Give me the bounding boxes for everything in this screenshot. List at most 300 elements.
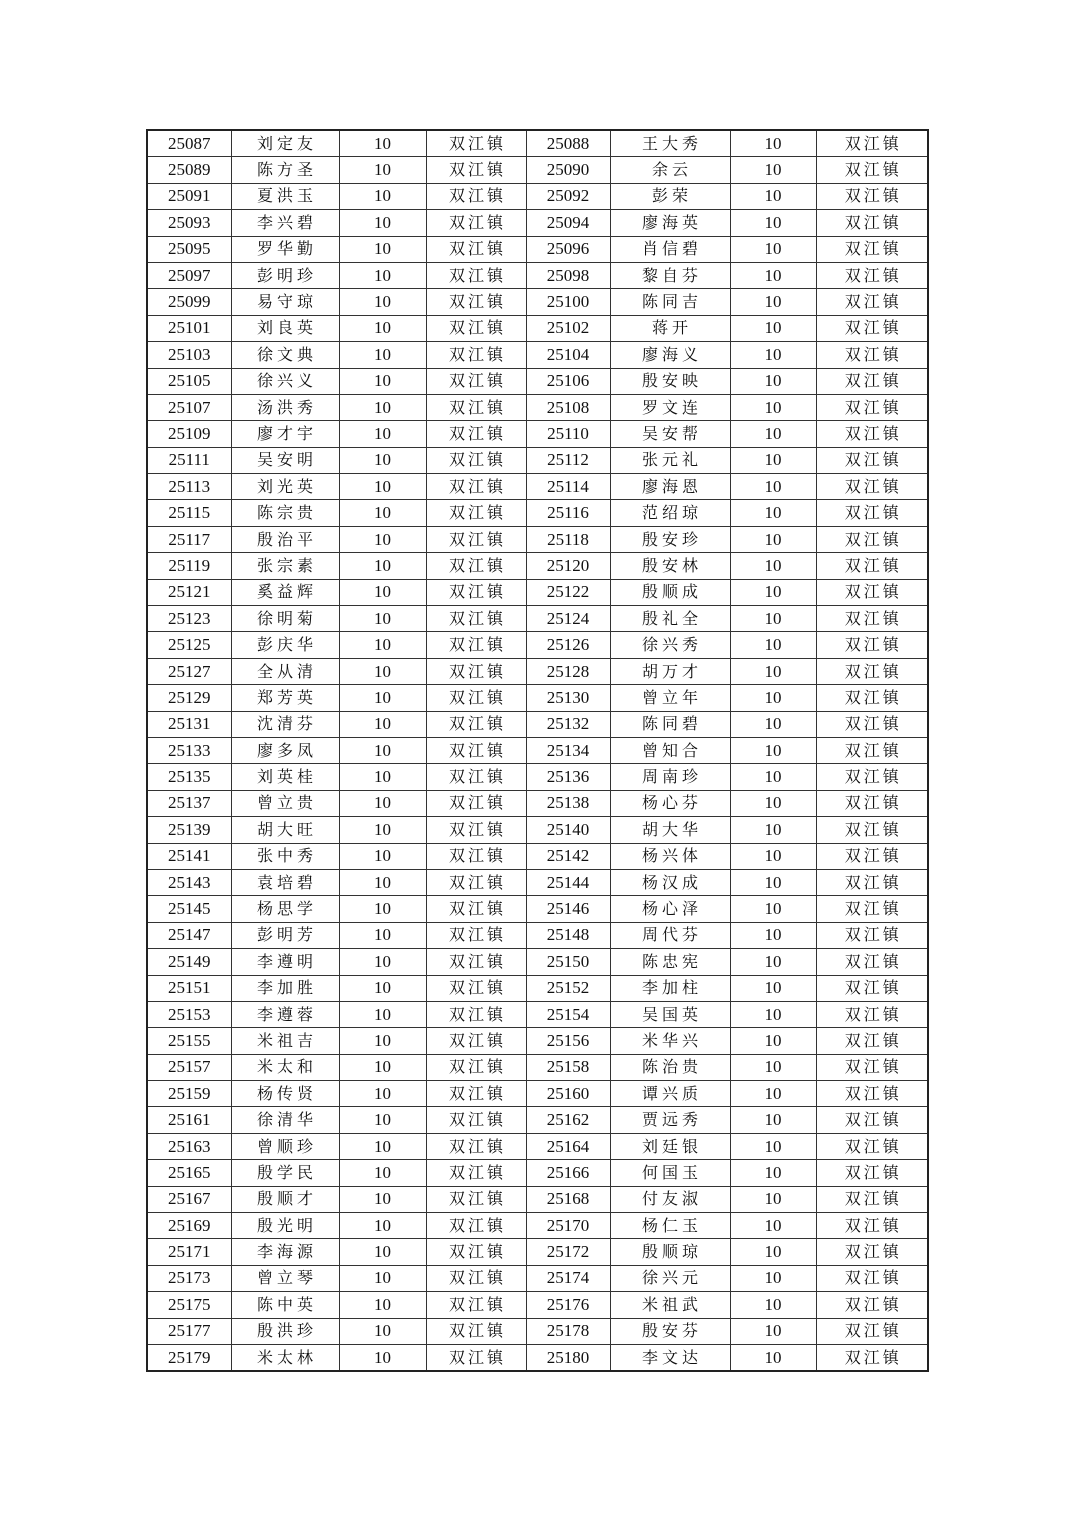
record-name: 杨汉成 [610, 869, 730, 895]
table-row [147, 975, 928, 1001]
record-count: 10 [339, 658, 426, 684]
record-count: 10 [730, 183, 816, 209]
record-name: 夏洪玉 [231, 183, 339, 209]
record-count: 10 [730, 315, 816, 341]
record-town: 双江镇 [816, 1028, 928, 1054]
record-town: 双江镇 [426, 342, 526, 368]
record-id: 25103 [147, 342, 231, 368]
record-id: 25114 [526, 474, 610, 500]
record-name: 余云 [610, 157, 730, 183]
record-town: 双江镇 [426, 1344, 526, 1371]
record-town: 双江镇 [426, 289, 526, 315]
record-name: 郑芳英 [231, 685, 339, 711]
record-name: 徐清华 [231, 1107, 339, 1133]
record-town: 双江镇 [816, 262, 928, 288]
record-count: 10 [730, 1186, 816, 1212]
record-count: 10 [339, 183, 426, 209]
table-row [147, 606, 928, 632]
record-count: 10 [339, 606, 426, 632]
record-id: 25171 [147, 1239, 231, 1265]
record-name: 杨兴体 [610, 843, 730, 869]
record-count: 10 [730, 737, 816, 763]
record-id: 25150 [526, 949, 610, 975]
record-town: 双江镇 [426, 790, 526, 816]
record-count: 10 [730, 1107, 816, 1133]
record-name: 殷安映 [610, 368, 730, 394]
record-id: 25162 [526, 1107, 610, 1133]
record-town: 双江镇 [816, 606, 928, 632]
record-count: 10 [339, 315, 426, 341]
record-name: 陈宗贵 [231, 500, 339, 526]
record-count: 10 [339, 896, 426, 922]
record-id: 25174 [526, 1265, 610, 1291]
record-id: 25090 [526, 157, 610, 183]
record-name: 徐兴秀 [610, 632, 730, 658]
table-row [147, 157, 928, 183]
record-id: 25146 [526, 896, 610, 922]
record-town: 双江镇 [816, 157, 928, 183]
record-name: 廖海英 [610, 210, 730, 236]
record-id: 25168 [526, 1186, 610, 1212]
record-id: 25100 [526, 289, 610, 315]
record-name: 全从清 [231, 658, 339, 684]
record-name: 徐兴元 [610, 1265, 730, 1291]
record-id: 25125 [147, 632, 231, 658]
table-row [147, 289, 928, 315]
record-name: 殷顺才 [231, 1186, 339, 1212]
record-town: 双江镇 [426, 658, 526, 684]
record-id: 25121 [147, 579, 231, 605]
record-town: 双江镇 [816, 236, 928, 262]
record-id: 25128 [526, 658, 610, 684]
record-town: 双江镇 [816, 817, 928, 843]
record-town: 双江镇 [426, 737, 526, 763]
record-name: 奚益辉 [231, 579, 339, 605]
record-id: 25172 [526, 1239, 610, 1265]
record-town: 双江镇 [426, 1213, 526, 1239]
record-town: 双江镇 [426, 1239, 526, 1265]
table-row [147, 1318, 928, 1344]
record-name: 何国玉 [610, 1160, 730, 1186]
record-count: 10 [730, 1001, 816, 1027]
record-count: 10 [339, 685, 426, 711]
record-id: 25088 [526, 130, 610, 157]
record-count: 10 [339, 764, 426, 790]
record-id: 25105 [147, 368, 231, 394]
record-name: 殷顺成 [610, 579, 730, 605]
record-town: 双江镇 [426, 764, 526, 790]
record-town: 双江镇 [426, 474, 526, 500]
record-count: 10 [730, 474, 816, 500]
table-row [147, 869, 928, 895]
table-row [147, 474, 928, 500]
table-row [147, 632, 928, 658]
table-row [147, 579, 928, 605]
record-count: 10 [339, 975, 426, 1001]
record-id: 25157 [147, 1054, 231, 1080]
record-town: 双江镇 [816, 632, 928, 658]
record-town: 双江镇 [426, 817, 526, 843]
record-name: 廖海恩 [610, 474, 730, 500]
record-count: 10 [339, 869, 426, 895]
record-count: 10 [339, 711, 426, 737]
table-row [147, 1186, 928, 1212]
record-count: 10 [730, 632, 816, 658]
record-count: 10 [730, 843, 816, 869]
record-name: 杨思学 [231, 896, 339, 922]
record-name: 罗华勤 [231, 236, 339, 262]
record-name: 张中秀 [231, 843, 339, 869]
record-name: 李文达 [610, 1344, 730, 1371]
record-id: 25179 [147, 1344, 231, 1371]
record-count: 10 [730, 1344, 816, 1371]
table-row [147, 896, 928, 922]
record-count: 10 [730, 1028, 816, 1054]
record-id: 25143 [147, 869, 231, 895]
record-town: 双江镇 [426, 447, 526, 473]
record-name: 殷安芬 [610, 1318, 730, 1344]
record-name: 曾立琴 [231, 1265, 339, 1291]
record-name: 易守琼 [231, 289, 339, 315]
record-id: 25123 [147, 606, 231, 632]
record-name: 胡万才 [610, 658, 730, 684]
record-count: 10 [730, 1318, 816, 1344]
record-name: 廖多凤 [231, 737, 339, 763]
table-row [147, 658, 928, 684]
record-name: 胡大华 [610, 817, 730, 843]
record-town: 双江镇 [426, 711, 526, 737]
record-id: 25163 [147, 1133, 231, 1159]
record-count: 10 [339, 342, 426, 368]
record-id: 25124 [526, 606, 610, 632]
record-id: 25134 [526, 737, 610, 763]
table-row [147, 737, 928, 763]
record-town: 双江镇 [426, 922, 526, 948]
record-name: 陈方圣 [231, 157, 339, 183]
record-count: 10 [339, 817, 426, 843]
record-town: 双江镇 [426, 896, 526, 922]
record-town: 双江镇 [816, 949, 928, 975]
record-id: 25142 [526, 843, 610, 869]
record-count: 10 [730, 421, 816, 447]
record-name: 蒋开 [610, 315, 730, 341]
record-town: 双江镇 [426, 1318, 526, 1344]
record-id: 25165 [147, 1160, 231, 1186]
record-id: 25097 [147, 262, 231, 288]
record-count: 10 [339, 1292, 426, 1318]
record-id: 25159 [147, 1081, 231, 1107]
record-town: 双江镇 [816, 289, 928, 315]
record-count: 10 [339, 1107, 426, 1133]
record-town: 双江镇 [816, 368, 928, 394]
record-count: 10 [730, 262, 816, 288]
record-name: 曾立年 [610, 685, 730, 711]
record-name: 李加胜 [231, 975, 339, 1001]
record-name: 袁培碧 [231, 869, 339, 895]
record-count: 10 [730, 1160, 816, 1186]
record-id: 25164 [526, 1133, 610, 1159]
record-name: 廖海义 [610, 342, 730, 368]
record-town: 双江镇 [426, 394, 526, 420]
table-row [147, 817, 928, 843]
record-id: 25138 [526, 790, 610, 816]
record-name: 沈清芬 [231, 711, 339, 737]
record-id: 25122 [526, 579, 610, 605]
record-name: 曾知合 [610, 737, 730, 763]
record-count: 10 [339, 1344, 426, 1371]
record-id: 25148 [526, 922, 610, 948]
record-name: 彭明珍 [231, 262, 339, 288]
record-name: 殷治平 [231, 526, 339, 552]
record-count: 10 [730, 579, 816, 605]
record-id: 25119 [147, 553, 231, 579]
record-id: 25106 [526, 368, 610, 394]
record-town: 双江镇 [816, 210, 928, 236]
record-id: 25152 [526, 975, 610, 1001]
record-town: 双江镇 [426, 579, 526, 605]
table-row [147, 368, 928, 394]
record-town: 双江镇 [816, 579, 928, 605]
record-id: 25149 [147, 949, 231, 975]
record-town: 双江镇 [816, 685, 928, 711]
record-id: 25158 [526, 1054, 610, 1080]
record-count: 10 [339, 394, 426, 420]
record-name: 曾顺珍 [231, 1133, 339, 1159]
record-town: 双江镇 [426, 1292, 526, 1318]
table-row [147, 764, 928, 790]
record-count: 10 [730, 711, 816, 737]
record-count: 10 [339, 130, 426, 157]
record-id: 25104 [526, 342, 610, 368]
record-count: 10 [339, 632, 426, 658]
record-count: 10 [339, 1160, 426, 1186]
record-town: 双江镇 [816, 975, 928, 1001]
table-row [147, 447, 928, 473]
record-town: 双江镇 [426, 949, 526, 975]
record-count: 10 [730, 1054, 816, 1080]
record-count: 10 [730, 342, 816, 368]
record-count: 10 [339, 157, 426, 183]
record-count: 10 [339, 526, 426, 552]
record-count: 10 [339, 1186, 426, 1212]
record-count: 10 [339, 289, 426, 315]
record-name: 彭明芳 [231, 922, 339, 948]
record-name: 李加柱 [610, 975, 730, 1001]
table-row [147, 1081, 928, 1107]
record-name: 王大秀 [610, 130, 730, 157]
record-name: 陈同碧 [610, 711, 730, 737]
record-count: 10 [339, 1318, 426, 1344]
record-id: 25145 [147, 896, 231, 922]
record-name: 刘良英 [231, 315, 339, 341]
record-id: 25117 [147, 526, 231, 552]
record-id: 25140 [526, 817, 610, 843]
table-row [147, 1344, 928, 1371]
record-count: 10 [730, 500, 816, 526]
record-count: 10 [339, 737, 426, 763]
record-name: 吴安明 [231, 447, 339, 473]
record-id: 25111 [147, 447, 231, 473]
record-count: 10 [730, 236, 816, 262]
record-id: 25118 [526, 526, 610, 552]
record-name: 徐文典 [231, 342, 339, 368]
record-count: 10 [339, 421, 426, 447]
record-id: 25092 [526, 183, 610, 209]
record-id: 25178 [526, 1318, 610, 1344]
record-id: 25089 [147, 157, 231, 183]
record-town: 双江镇 [816, 1133, 928, 1159]
table-row [147, 553, 928, 579]
record-town: 双江镇 [816, 790, 928, 816]
record-town: 双江镇 [426, 262, 526, 288]
record-name: 陈忠宪 [610, 949, 730, 975]
record-town: 双江镇 [816, 421, 928, 447]
record-count: 10 [730, 553, 816, 579]
record-name: 李遵蓉 [231, 1001, 339, 1027]
table-row [147, 236, 928, 262]
record-name: 陈同吉 [610, 289, 730, 315]
table-row [147, 843, 928, 869]
record-town: 双江镇 [816, 394, 928, 420]
record-count: 10 [339, 1081, 426, 1107]
record-name: 米祖吉 [231, 1028, 339, 1054]
record-name: 周代芬 [610, 922, 730, 948]
record-town: 双江镇 [816, 711, 928, 737]
record-count: 10 [730, 817, 816, 843]
record-name: 陈中英 [231, 1292, 339, 1318]
record-town: 双江镇 [816, 737, 928, 763]
table-row [147, 315, 928, 341]
record-name: 吴安帮 [610, 421, 730, 447]
record-id: 25175 [147, 1292, 231, 1318]
record-name: 米华兴 [610, 1028, 730, 1054]
record-count: 10 [730, 658, 816, 684]
record-count: 10 [730, 368, 816, 394]
record-town: 双江镇 [816, 1001, 928, 1027]
record-name: 殷光明 [231, 1213, 339, 1239]
record-name: 杨仁玉 [610, 1213, 730, 1239]
record-town: 双江镇 [816, 1292, 928, 1318]
record-count: 10 [339, 1265, 426, 1291]
record-town: 双江镇 [426, 632, 526, 658]
record-id: 25141 [147, 843, 231, 869]
record-town: 双江镇 [816, 1186, 928, 1212]
record-id: 25098 [526, 262, 610, 288]
record-count: 10 [730, 922, 816, 948]
table-row [147, 1001, 928, 1027]
record-count: 10 [730, 1239, 816, 1265]
record-town: 双江镇 [426, 553, 526, 579]
record-town: 双江镇 [426, 157, 526, 183]
record-town: 双江镇 [816, 843, 928, 869]
record-name: 张元礼 [610, 447, 730, 473]
record-town: 双江镇 [816, 1318, 928, 1344]
record-count: 10 [730, 606, 816, 632]
record-count: 10 [339, 579, 426, 605]
record-count: 10 [730, 210, 816, 236]
table-row [147, 262, 928, 288]
record-town: 双江镇 [426, 975, 526, 1001]
record-town: 双江镇 [426, 210, 526, 236]
record-count: 10 [730, 526, 816, 552]
record-id: 25129 [147, 685, 231, 711]
record-count: 10 [339, 1028, 426, 1054]
record-town: 双江镇 [816, 1081, 928, 1107]
record-count: 10 [339, 1213, 426, 1239]
record-count: 10 [730, 790, 816, 816]
record-id: 25093 [147, 210, 231, 236]
record-id: 25166 [526, 1160, 610, 1186]
record-id: 25109 [147, 421, 231, 447]
record-town: 双江镇 [816, 1054, 928, 1080]
record-id: 25110 [526, 421, 610, 447]
record-name: 殷学民 [231, 1160, 339, 1186]
record-name: 徐明菊 [231, 606, 339, 632]
record-count: 10 [339, 447, 426, 473]
record-town: 双江镇 [426, 1160, 526, 1186]
record-name: 周南珍 [610, 764, 730, 790]
record-count: 10 [730, 869, 816, 895]
record-id: 25180 [526, 1344, 610, 1371]
record-town: 双江镇 [426, 1186, 526, 1212]
record-town: 双江镇 [816, 1160, 928, 1186]
record-count: 10 [339, 368, 426, 394]
record-town: 双江镇 [426, 236, 526, 262]
record-town: 双江镇 [426, 130, 526, 157]
record-id: 25115 [147, 500, 231, 526]
record-count: 10 [339, 500, 426, 526]
record-town: 双江镇 [816, 500, 928, 526]
record-name: 李遵明 [231, 949, 339, 975]
record-town: 双江镇 [426, 606, 526, 632]
record-name: 杨传贤 [231, 1081, 339, 1107]
record-id: 25120 [526, 553, 610, 579]
record-name: 徐兴义 [231, 368, 339, 394]
record-count: 10 [730, 1292, 816, 1318]
record-count: 10 [730, 1081, 816, 1107]
record-town: 双江镇 [816, 183, 928, 209]
record-town: 双江镇 [426, 869, 526, 895]
record-id: 25151 [147, 975, 231, 1001]
record-name: 付友淑 [610, 1186, 730, 1212]
record-id: 25177 [147, 1318, 231, 1344]
record-count: 10 [339, 474, 426, 500]
record-name: 黎自芬 [610, 262, 730, 288]
record-town: 双江镇 [426, 315, 526, 341]
record-town: 双江镇 [816, 1344, 928, 1371]
record-name: 刘英桂 [231, 764, 339, 790]
record-town: 双江镇 [426, 1028, 526, 1054]
record-count: 10 [730, 447, 816, 473]
record-name: 殷安林 [610, 553, 730, 579]
record-count: 10 [339, 922, 426, 948]
record-town: 双江镇 [426, 526, 526, 552]
record-count: 10 [730, 1213, 816, 1239]
table-row [147, 183, 928, 209]
record-town: 双江镇 [426, 1265, 526, 1291]
record-id: 25096 [526, 236, 610, 262]
record-name: 贾远秀 [610, 1107, 730, 1133]
record-id: 25160 [526, 1081, 610, 1107]
record-town: 双江镇 [816, 315, 928, 341]
record-id: 25137 [147, 790, 231, 816]
table-row [147, 922, 928, 948]
record-name: 廖才宇 [231, 421, 339, 447]
record-id: 25176 [526, 1292, 610, 1318]
record-name: 曾立贵 [231, 790, 339, 816]
record-count: 10 [730, 685, 816, 711]
table-row [147, 342, 928, 368]
